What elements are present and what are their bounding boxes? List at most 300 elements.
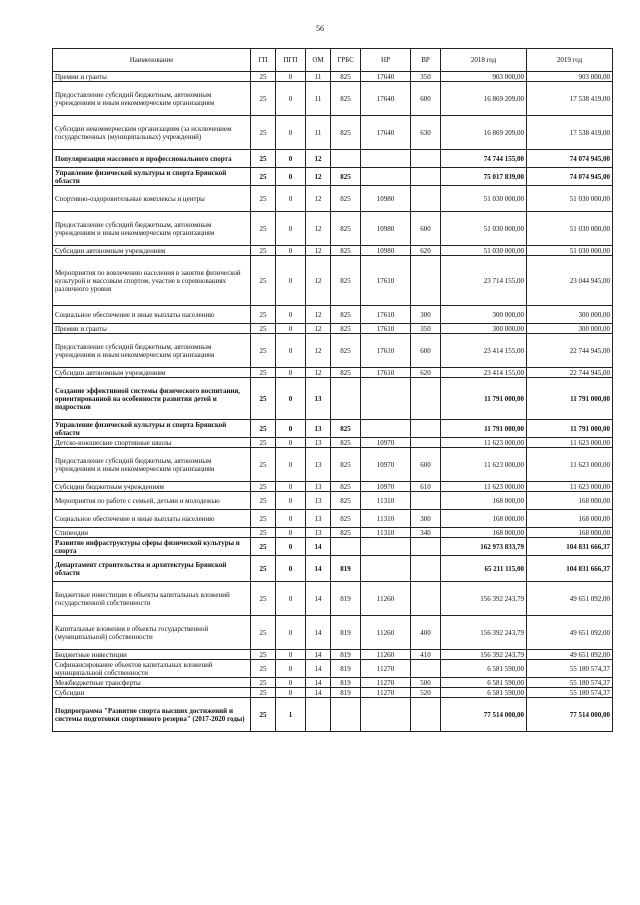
cell-name: Субсидии некоммерческим организациям (за исключением государственных (муниципальных) учреждений) [53, 116, 251, 150]
cell-om [306, 698, 331, 732]
cell-grbs: 819 [331, 650, 361, 660]
cell-2018: 6 581 590,00 [441, 688, 527, 698]
cell-name: Стипендии [53, 528, 251, 538]
cell-pgp: 0 [276, 660, 306, 678]
cell-nr: 11310 [361, 528, 411, 538]
cell-gp: 25 [251, 582, 276, 616]
cell-gp: 25 [251, 256, 276, 306]
cell-om: 12 [306, 368, 331, 378]
cell-gp: 25 [251, 616, 276, 650]
cell-vr [411, 698, 441, 732]
cell-name: Департамент строительства и архитектуры Брянской области [53, 556, 251, 582]
cell-2018: 168 000,00 [441, 510, 527, 528]
cell-2018: 156 392 243,79 [441, 650, 527, 660]
cell-pgp: 0 [276, 492, 306, 510]
cell-pgp: 0 [276, 616, 306, 650]
cell-grbs: 825 [331, 334, 361, 368]
col-header-vr: ВР [411, 49, 441, 72]
cell-2019: 11 791 000,00 [527, 420, 613, 438]
cell-grbs: 825 [331, 438, 361, 448]
cell-vr: 630 [411, 116, 441, 150]
cell-name: Предоставление субсидий бюджетным, автономным учреждениям и иным некоммерческим организациям [53, 334, 251, 368]
cell-nr: 10970 [361, 482, 411, 492]
cell-2019: 74 074 945,00 [527, 150, 613, 168]
cell-name: Мероприятия по работе с семьей, детьми и молодежью [53, 492, 251, 510]
cell-name: Субсидии автономным учреждениям [53, 246, 251, 256]
cell-nr: 11260 [361, 650, 411, 660]
cell-om: 12 [306, 256, 331, 306]
table-row [53, 324, 613, 334]
cell-nr [361, 150, 411, 168]
cell-grbs: 819 [331, 556, 361, 582]
cell-om: 12 [306, 306, 331, 324]
cell-2019: 55 180 574,37 [527, 678, 613, 688]
cell-2018: 11 791 000,00 [441, 420, 527, 438]
cell-nr: 10970 [361, 448, 411, 482]
cell-gp: 25 [251, 448, 276, 482]
table-row [53, 150, 613, 168]
cell-pgp: 0 [276, 186, 306, 212]
cell-vr [411, 538, 441, 556]
table-body [53, 72, 613, 732]
cell-grbs: 825 [331, 246, 361, 256]
cell-grbs: 825 [331, 306, 361, 324]
cell-pgp: 0 [276, 368, 306, 378]
cell-grbs: 819 [331, 688, 361, 698]
cell-gp: 25 [251, 556, 276, 582]
cell-grbs: 825 [331, 116, 361, 150]
cell-nr: 11310 [361, 492, 411, 510]
cell-om: 13 [306, 420, 331, 438]
cell-vr [411, 256, 441, 306]
cell-pgp: 0 [276, 582, 306, 616]
table-row [53, 698, 613, 732]
cell-2018: 51 030 000,00 [441, 212, 527, 246]
table-row [53, 678, 613, 688]
cell-name: Подпрограмма "Развитие спорта высших достижений и системы подготовки спортивного резерва" (2017-2020 годы) [53, 698, 251, 732]
cell-name: Бюджетные инвестиции [53, 650, 251, 660]
cell-nr: 17610 [361, 368, 411, 378]
cell-2019: 51 030 000,00 [527, 246, 613, 256]
cell-gp: 25 [251, 324, 276, 334]
cell-om: 14 [306, 678, 331, 688]
cell-2019: 49 651 092,00 [527, 582, 613, 616]
cell-2018: 23 414 155,00 [441, 368, 527, 378]
table-row [53, 82, 613, 116]
cell-pgp: 0 [276, 150, 306, 168]
cell-2018: 11 791 000,00 [441, 378, 527, 420]
cell-2019: 17 538 419,00 [527, 82, 613, 116]
cell-pgp: 0 [276, 420, 306, 438]
table-row [53, 510, 613, 528]
table-row [53, 368, 613, 378]
cell-2019: 49 651 092,00 [527, 616, 613, 650]
col-header-2019: 2019 год [527, 49, 613, 72]
cell-name: Управление физической культуры и спорта Брянской области [53, 168, 251, 186]
cell-nr: 17610 [361, 334, 411, 368]
col-header-om: ОМ [306, 49, 331, 72]
cell-2018: 11 623 000,00 [441, 438, 527, 448]
cell-name: Предоставление субсидий бюджетным, автономным учреждениям и иным некоммерческим организациям [53, 448, 251, 482]
cell-2019: 51 030 000,00 [527, 186, 613, 212]
cell-nr: 10980 [361, 212, 411, 246]
cell-om: 12 [306, 212, 331, 246]
cell-name: Субсидии [53, 688, 251, 698]
cell-gp: 25 [251, 688, 276, 698]
cell-nr: 17640 [361, 72, 411, 82]
cell-vr: 620 [411, 368, 441, 378]
cell-name: Предоставление субсидий бюджетным, автономным учреждениям и иным некоммерческим организациям [53, 212, 251, 246]
cell-vr: 600 [411, 334, 441, 368]
cell-pgp: 0 [276, 556, 306, 582]
cell-grbs: 819 [331, 582, 361, 616]
cell-grbs: 825 [331, 168, 361, 186]
cell-pgp: 0 [276, 538, 306, 556]
col-header-pgp: ПГП [276, 49, 306, 72]
cell-om: 13 [306, 438, 331, 448]
cell-vr [411, 420, 441, 438]
cell-vr [411, 556, 441, 582]
cell-gp: 25 [251, 186, 276, 212]
cell-grbs: 825 [331, 420, 361, 438]
cell-vr: 610 [411, 482, 441, 492]
cell-2019: 903 000,00 [527, 72, 613, 82]
cell-2019: 104 831 666,37 [527, 556, 613, 582]
cell-2019: 23 044 945,00 [527, 256, 613, 306]
cell-gp: 25 [251, 378, 276, 420]
table-row [53, 168, 613, 186]
cell-nr: 17610 [361, 324, 411, 334]
cell-nr: 11270 [361, 660, 411, 678]
cell-2019: 168 000,00 [527, 492, 613, 510]
cell-vr [411, 660, 441, 678]
cell-nr: 10980 [361, 246, 411, 256]
cell-gp: 25 [251, 538, 276, 556]
cell-om: 14 [306, 582, 331, 616]
cell-name: Управление физической культуры и спорта Брянской области [53, 420, 251, 438]
cell-nr: 11310 [361, 510, 411, 528]
cell-nr: 10980 [361, 186, 411, 212]
cell-grbs: 825 [331, 82, 361, 116]
cell-2019: 74 074 945,00 [527, 168, 613, 186]
cell-2018: 77 514 000,00 [441, 698, 527, 732]
table-row [53, 72, 613, 82]
cell-vr: 620 [411, 246, 441, 256]
cell-name: Предоставление субсидий бюджетным, автономным учреждениям и иным некоммерческим организациям [53, 82, 251, 116]
cell-gp: 25 [251, 306, 276, 324]
cell-om: 12 [306, 334, 331, 368]
cell-2018: 74 744 155,00 [441, 150, 527, 168]
cell-om: 13 [306, 528, 331, 538]
cell-grbs: 825 [331, 510, 361, 528]
cell-vr [411, 150, 441, 168]
table-row [53, 538, 613, 556]
cell-gp: 25 [251, 650, 276, 660]
col-header-grbs: ГРБС [331, 49, 361, 72]
cell-2019: 11 623 000,00 [527, 438, 613, 448]
cell-pgp: 0 [276, 482, 306, 492]
cell-om: 12 [306, 246, 331, 256]
cell-pgp: 0 [276, 650, 306, 660]
budget-table [52, 48, 613, 732]
cell-name: Субсидии бюджетным учреждениям [53, 482, 251, 492]
cell-om: 12 [306, 150, 331, 168]
cell-name: Капитальные вложения в объекты государственной (муниципальной) собственности [53, 616, 251, 650]
cell-om: 14 [306, 650, 331, 660]
cell-2018: 23 414 155,00 [441, 334, 527, 368]
cell-vr: 500 [411, 678, 441, 688]
table-row [53, 448, 613, 482]
cell-2018: 156 392 243,79 [441, 616, 527, 650]
table-row [53, 492, 613, 510]
cell-vr [411, 582, 441, 616]
cell-gp: 25 [251, 72, 276, 82]
cell-vr [411, 378, 441, 420]
cell-2018: 168 000,00 [441, 528, 527, 538]
cell-2018: 300 000,00 [441, 324, 527, 334]
cell-vr: 300 [411, 306, 441, 324]
table-row [53, 420, 613, 438]
col-header-2018: 2018 год [441, 49, 527, 72]
cell-2019: 168 000,00 [527, 510, 613, 528]
page-number: 56 [316, 24, 324, 33]
cell-pgp: 0 [276, 246, 306, 256]
cell-name: Популяризация массового и профессионального спорта [53, 150, 251, 168]
cell-vr: 600 [411, 212, 441, 246]
cell-name: Социальное обеспечение и иные выплаты населению [53, 306, 251, 324]
table-row [53, 482, 613, 492]
cell-gp: 25 [251, 150, 276, 168]
cell-name: Спортивно-оздоровительные комплексы и центры [53, 186, 251, 212]
cell-vr: 520 [411, 688, 441, 698]
cell-om: 13 [306, 492, 331, 510]
cell-gp: 25 [251, 438, 276, 448]
cell-gp: 25 [251, 212, 276, 246]
table-header-row [53, 49, 613, 72]
cell-om: 14 [306, 688, 331, 698]
cell-gp: 25 [251, 334, 276, 368]
cell-2019: 11 791 000,00 [527, 378, 613, 420]
cell-2019: 22 744 945,00 [527, 368, 613, 378]
cell-nr [361, 556, 411, 582]
cell-om: 13 [306, 448, 331, 482]
cell-nr [361, 538, 411, 556]
table-row [53, 616, 613, 650]
cell-grbs: 825 [331, 324, 361, 334]
cell-grbs: 825 [331, 482, 361, 492]
cell-grbs: 825 [331, 492, 361, 510]
cell-nr: 11270 [361, 688, 411, 698]
cell-gp: 25 [251, 482, 276, 492]
table-row [53, 528, 613, 538]
cell-om: 12 [306, 324, 331, 334]
cell-pgp: 0 [276, 334, 306, 368]
cell-pgp: 0 [276, 116, 306, 150]
cell-vr [411, 186, 441, 212]
cell-vr: 340 [411, 528, 441, 538]
cell-2018: 16 869 209,00 [441, 82, 527, 116]
cell-2019: 300 000,00 [527, 306, 613, 324]
cell-pgp: 0 [276, 256, 306, 306]
cell-grbs: 825 [331, 448, 361, 482]
table-row [53, 660, 613, 678]
cell-pgp: 0 [276, 378, 306, 420]
table-row [53, 256, 613, 306]
cell-grbs: 825 [331, 528, 361, 538]
cell-nr [361, 378, 411, 420]
cell-2018: 51 030 000,00 [441, 186, 527, 212]
cell-om: 13 [306, 510, 331, 528]
cell-2018: 300 000,00 [441, 306, 527, 324]
table-row [53, 582, 613, 616]
cell-pgp: 0 [276, 306, 306, 324]
cell-2018: 75 017 839,00 [441, 168, 527, 186]
cell-pgp: 1 [276, 698, 306, 732]
cell-2019: 51 030 000,00 [527, 212, 613, 246]
cell-2018: 23 714 155,00 [441, 256, 527, 306]
cell-name: Софинансирование объектов капитальных вложений муниципальной собственности [53, 660, 251, 678]
cell-vr [411, 438, 441, 448]
cell-nr: 11260 [361, 582, 411, 616]
cell-vr: 350 [411, 72, 441, 82]
cell-om: 11 [306, 82, 331, 116]
cell-nr: 17640 [361, 82, 411, 116]
cell-gp: 25 [251, 168, 276, 186]
cell-gp: 25 [251, 116, 276, 150]
cell-name: Развитие инфраструктуры сферы физической культуры и спорта [53, 538, 251, 556]
cell-grbs: 819 [331, 678, 361, 688]
cell-om: 13 [306, 378, 331, 420]
cell-2018: 162 973 833,79 [441, 538, 527, 556]
cell-pgp: 0 [276, 212, 306, 246]
col-header-gp: ГП [251, 49, 276, 72]
cell-gp: 25 [251, 698, 276, 732]
cell-2018: 51 030 000,00 [441, 246, 527, 256]
cell-gp: 25 [251, 510, 276, 528]
cell-nr: 10970 [361, 438, 411, 448]
cell-pgp: 0 [276, 324, 306, 334]
cell-pgp: 0 [276, 678, 306, 688]
cell-grbs: 825 [331, 186, 361, 212]
cell-grbs: 819 [331, 616, 361, 650]
cell-grbs: 825 [331, 368, 361, 378]
table-row [53, 186, 613, 212]
cell-2019: 104 831 666,37 [527, 538, 613, 556]
table-row [53, 246, 613, 256]
cell-nr: 17610 [361, 306, 411, 324]
table-row [53, 212, 613, 246]
cell-vr: 410 [411, 650, 441, 660]
cell-vr: 600 [411, 448, 441, 482]
cell-grbs: 825 [331, 256, 361, 306]
cell-2019: 168 000,00 [527, 528, 613, 538]
cell-gp: 25 [251, 528, 276, 538]
table-row [53, 556, 613, 582]
cell-2019: 11 623 000,00 [527, 448, 613, 482]
cell-2019: 300 000,00 [527, 324, 613, 334]
cell-pgp: 0 [276, 688, 306, 698]
cell-om: 13 [306, 482, 331, 492]
cell-gp: 25 [251, 82, 276, 116]
cell-pgp: 0 [276, 510, 306, 528]
cell-2018: 903 000,00 [441, 72, 527, 82]
cell-grbs [331, 150, 361, 168]
cell-gp: 25 [251, 368, 276, 378]
cell-vr [411, 168, 441, 186]
cell-nr: 11270 [361, 678, 411, 688]
cell-2019: 22 744 945,00 [527, 334, 613, 368]
cell-2018: 65 211 115,00 [441, 556, 527, 582]
cell-2019: 11 623 000,00 [527, 482, 613, 492]
cell-vr: 300 [411, 510, 441, 528]
cell-name: Детско-юношеские спортивные школы [53, 438, 251, 448]
cell-gp: 25 [251, 492, 276, 510]
cell-2019: 17 538 419,00 [527, 116, 613, 150]
table-row [53, 650, 613, 660]
cell-pgp: 0 [276, 438, 306, 448]
cell-name: Мероприятия по вовлечению населения в занятия физической культурой и массовым спортом, участие в соревнованиях различного уровня [53, 256, 251, 306]
cell-2018: 6 581 590,00 [441, 678, 527, 688]
cell-nr [361, 698, 411, 732]
cell-2018: 11 623 000,00 [441, 448, 527, 482]
cell-name: Социальное обеспечение и иные выплаты населению [53, 510, 251, 528]
table-row [53, 688, 613, 698]
cell-nr: 17610 [361, 256, 411, 306]
cell-om: 12 [306, 186, 331, 212]
cell-gp: 25 [251, 246, 276, 256]
cell-2019: 77 514 000,00 [527, 698, 613, 732]
cell-gp: 25 [251, 678, 276, 688]
cell-gp: 25 [251, 420, 276, 438]
cell-grbs: 819 [331, 660, 361, 678]
cell-name: Премии и гранты [53, 324, 251, 334]
cell-pgp: 0 [276, 528, 306, 538]
cell-name: Бюджетные инвестиции в объекты капитальных вложений государственной собственности [53, 582, 251, 616]
cell-grbs [331, 538, 361, 556]
cell-pgp: 0 [276, 168, 306, 186]
cell-2018: 16 869 209,00 [441, 116, 527, 150]
cell-name: Субсидии автономным учреждениям [53, 368, 251, 378]
table-row [53, 116, 613, 150]
cell-name: Премии и гранты [53, 72, 251, 82]
cell-nr: 17640 [361, 116, 411, 150]
cell-nr [361, 420, 411, 438]
cell-2019: 49 651 092,00 [527, 650, 613, 660]
cell-2018: 168 000,00 [441, 492, 527, 510]
table-row [53, 334, 613, 368]
cell-gp: 25 [251, 660, 276, 678]
cell-grbs [331, 698, 361, 732]
cell-2018: 156 392 243,79 [441, 582, 527, 616]
table-row [53, 438, 613, 448]
cell-om: 14 [306, 538, 331, 556]
cell-2018: 11 623 000,00 [441, 482, 527, 492]
col-header-nr: НР [361, 49, 411, 72]
cell-grbs [331, 378, 361, 420]
cell-2018: 6 581 590,00 [441, 660, 527, 678]
cell-vr [411, 492, 441, 510]
cell-vr: 400 [411, 616, 441, 650]
cell-om: 12 [306, 168, 331, 186]
cell-name: Создание эффективной системы физического воспитания, ориентированной на особенности развития детей и подростков [53, 378, 251, 420]
table-row [53, 378, 613, 420]
cell-2019: 55 180 574,37 [527, 660, 613, 678]
cell-om: 11 [306, 72, 331, 82]
cell-grbs: 825 [331, 72, 361, 82]
cell-name: Межбюджетные трансферты [53, 678, 251, 688]
cell-vr: 350 [411, 324, 441, 334]
cell-nr [361, 168, 411, 186]
